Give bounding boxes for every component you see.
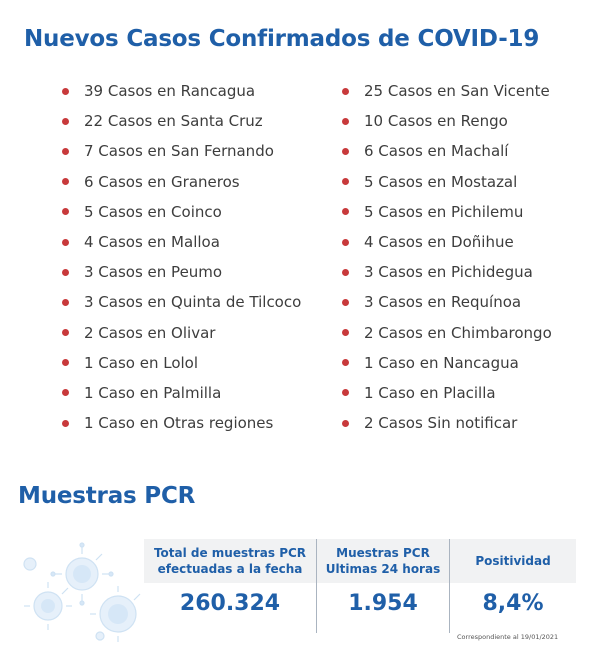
bullet-icon (62, 420, 69, 427)
pcr-table (144, 539, 576, 633)
bullet-icon (342, 269, 349, 276)
bullet-icon (342, 359, 349, 366)
bullet-icon (342, 420, 349, 427)
bullet-icon (62, 389, 69, 396)
list-item (342, 287, 552, 317)
bullet-icon (62, 269, 69, 276)
case-text: 7 Casos en San Fernando (84, 142, 274, 161)
list-item (342, 136, 552, 166)
pcr-section-title: Muestras PCR (18, 483, 196, 509)
list-item (62, 106, 301, 136)
bullet-icon (62, 118, 69, 125)
case-text: 10 Casos en Rengo (364, 112, 508, 131)
list-item (62, 408, 301, 438)
bullet-icon (62, 359, 69, 366)
list-item (342, 227, 552, 257)
case-text: 5 Casos en Pichilemu (364, 202, 524, 221)
bullet-icon (62, 329, 69, 336)
pcr-total-cell (144, 539, 317, 633)
case-text: 3 Casos en Quinta de Tilcoco (84, 293, 302, 312)
pcr-last24-cell (317, 539, 450, 633)
cases-list-right (342, 76, 552, 438)
pcr-total-label: Total de muestras PCR efectuadas a la fecha (144, 539, 316, 583)
list-item (342, 167, 552, 197)
list-item (62, 197, 301, 227)
bullet-icon (342, 148, 349, 155)
list-item (62, 167, 301, 197)
list-item (62, 378, 301, 408)
pcr-total-value: 260.324 (179, 591, 281, 616)
case-text: 2 Casos en Chimbarongo (364, 323, 552, 342)
case-text: 5 Casos en Coinco (84, 202, 222, 221)
list-item (342, 378, 552, 408)
bullet-icon (62, 299, 69, 306)
case-text: 1 Caso en Nancagua (364, 353, 519, 372)
pcr-positivity-cell (450, 539, 576, 633)
list-item (62, 227, 301, 257)
bullet-icon (62, 178, 69, 185)
list-item (342, 197, 552, 227)
bullet-icon (342, 178, 349, 185)
case-text: 5 Casos en Mostazal (364, 172, 518, 191)
case-text: 6 Casos en Machalí (364, 142, 509, 161)
bullet-icon (62, 88, 69, 95)
bullet-icon (342, 299, 349, 306)
bullet-icon (342, 329, 349, 336)
pcr-last24-value: 1.954 (348, 591, 418, 616)
list-item (342, 106, 552, 136)
list-item (62, 136, 301, 166)
pcr-positivity-value: 8,4% (482, 591, 544, 616)
list-item (62, 257, 301, 287)
bullet-icon (342, 389, 349, 396)
case-text: 3 Casos en Peumo (84, 263, 223, 282)
bullet-icon (342, 118, 349, 125)
case-text: 4 Casos en Malloa (84, 233, 220, 252)
list-item (342, 76, 552, 106)
case-text: 39 Casos en Rancagua (84, 82, 256, 101)
pcr-last24-label: Muestras PCR Ultimas 24 horas (317, 539, 449, 583)
bullet-icon (62, 239, 69, 246)
pcr-footnote: Correspondiente al 19/01/2021 (457, 633, 559, 641)
case-text: 1 Caso en Otras regiones (84, 414, 274, 433)
list-item (342, 318, 552, 348)
list-item (62, 318, 301, 348)
virus-icon (10, 536, 150, 646)
case-text: 6 Casos en Graneros (84, 172, 240, 191)
case-text: 25 Casos en San Vicente (364, 82, 550, 101)
case-text: 2 Casos Sin notificar (364, 414, 518, 433)
bullet-icon (62, 208, 69, 215)
case-text: 22 Casos en Santa Cruz (84, 112, 263, 131)
list-item (342, 408, 552, 438)
list-item (62, 287, 301, 317)
case-text: 1 Caso en Palmilla (84, 383, 222, 402)
case-text: 3 Casos en Requínoa (364, 293, 522, 312)
case-text: 2 Casos en Olivar (84, 323, 216, 342)
cases-list-left (62, 76, 301, 438)
case-text: 1 Caso en Placilla (364, 383, 496, 402)
bullet-icon (342, 239, 349, 246)
bullet-icon (62, 148, 69, 155)
list-item (342, 257, 552, 287)
bullet-icon (342, 88, 349, 95)
case-text: 3 Casos en Pichidegua (364, 263, 533, 282)
list-item (62, 76, 301, 106)
pcr-positivity-label: Positividad (450, 539, 576, 583)
bullet-icon (342, 208, 349, 215)
case-text: 4 Casos en Doñihue (364, 233, 514, 252)
case-text: 1 Caso en Lolol (84, 353, 199, 372)
page-title: Nuevos Casos Confirmados de COVID-19 (24, 26, 540, 52)
list-item (342, 348, 552, 378)
list-item (62, 348, 301, 378)
